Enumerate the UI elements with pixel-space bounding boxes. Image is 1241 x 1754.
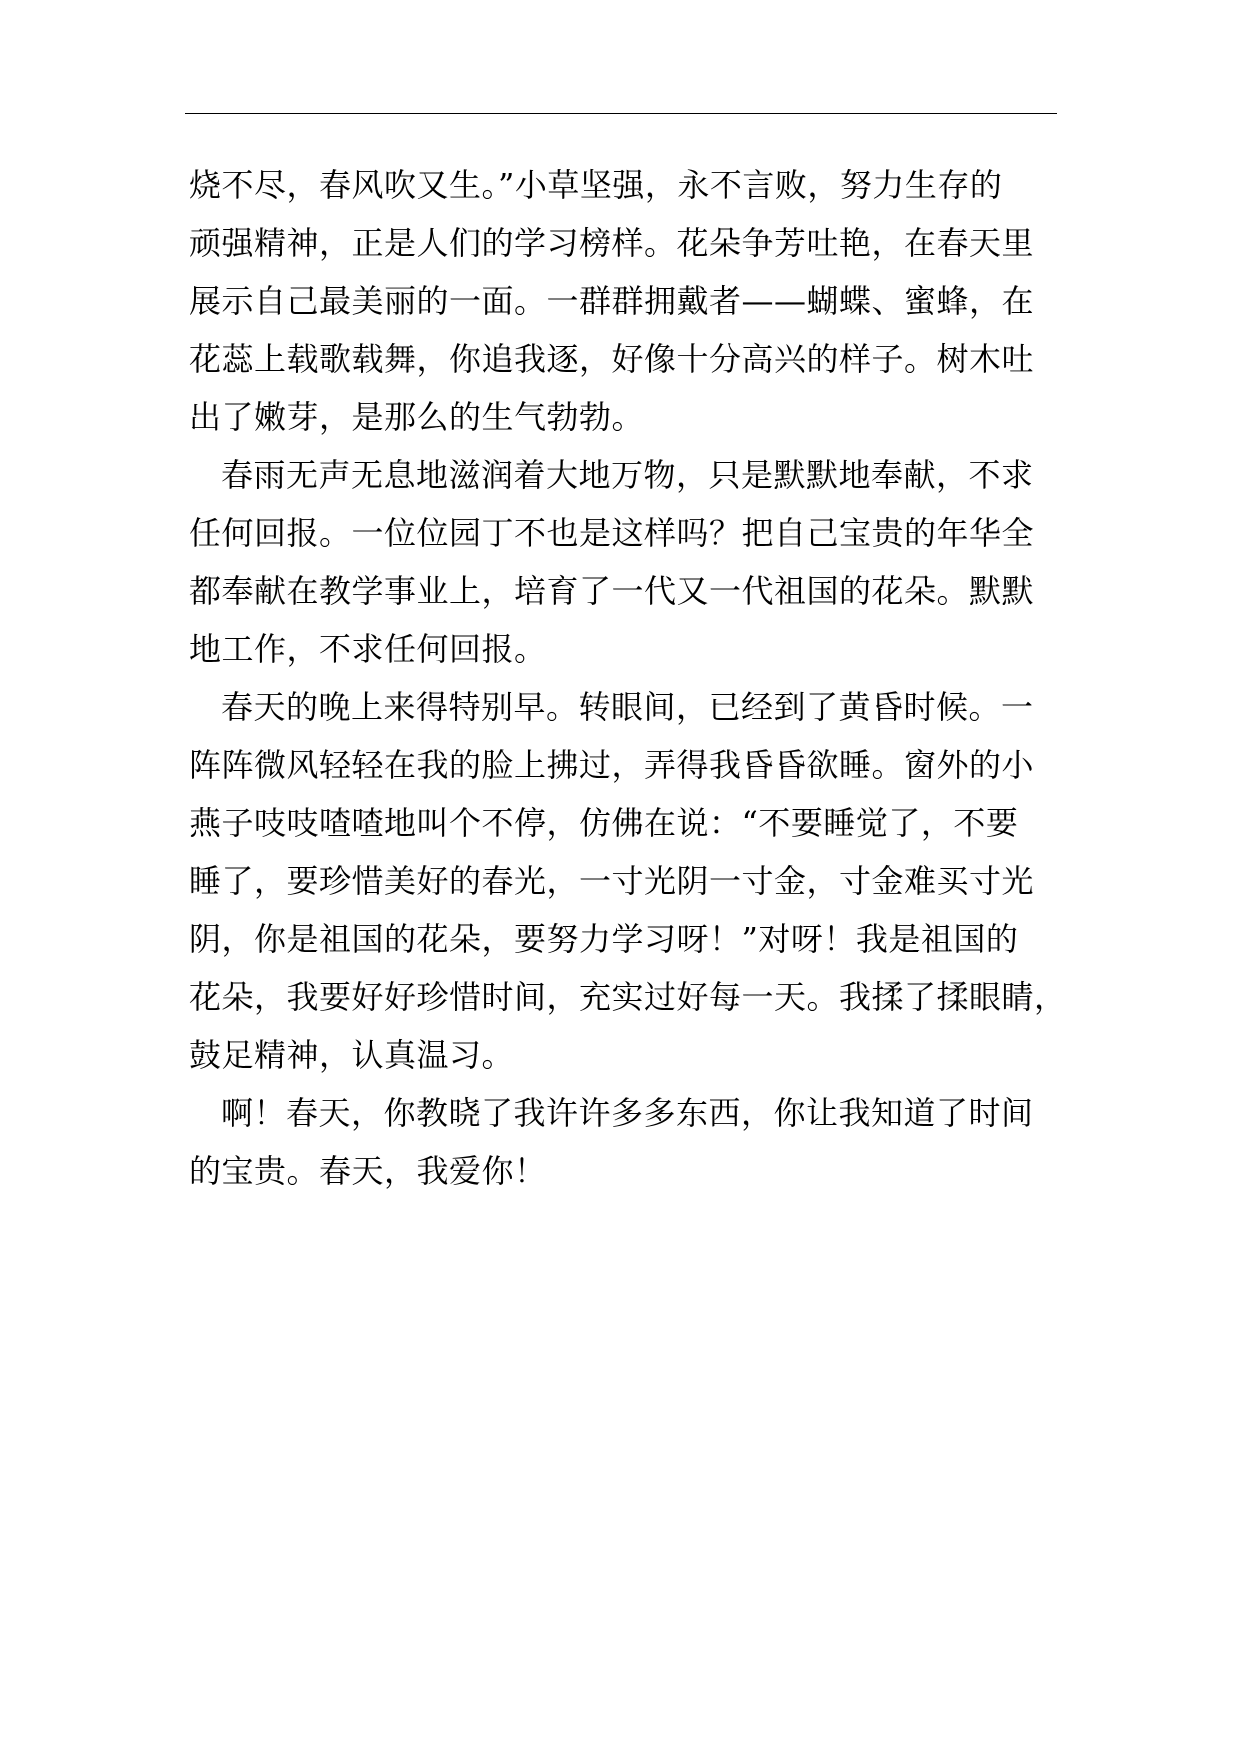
paragraph — [189, 156, 1057, 446]
text-line: 春雨无声无息地滋润着大地万物，只是默默地奉献，不求 — [221, 456, 1034, 494]
text-line: 花蕊上载歌载舞，你追我逐，好像十分高兴的样子。树木吐 — [189, 340, 1035, 378]
paragraph — [189, 1084, 1057, 1200]
paragraph — [189, 678, 1067, 1084]
text-line: 任何回报。一位位园丁不也是这样吗？把自己宝贵的年华全 — [189, 514, 1035, 552]
text-line: 的宝贵。春天，我爱你！ — [189, 1152, 547, 1190]
text-line: 燕子吱吱喳喳地叫个不停，仿佛在说：“不要睡觉了，不要 — [189, 804, 1019, 842]
text-line: 阵阵微风轻轻在我的脸上拂过，弄得我昏昏欲睡。窗外的小 — [189, 746, 1035, 784]
text-line: 啊！春天，你教晓了我许许多多东西，你让我知道了时间 — [221, 1094, 1034, 1132]
text-line: 都奉献在教学事业上，培育了一代又一代祖国的花朵。默默 — [189, 572, 1035, 610]
text-line: 出了嫩芽，是那么的生气勃勃。 — [189, 398, 645, 436]
text-line: 鼓足精神，认真温习。 — [189, 1036, 515, 1074]
text-line: 睡了，要珍惜美好的春光，一寸光阴一寸金，寸金难买寸光 — [189, 862, 1035, 900]
text-line: 地工作，不求任何回报。 — [189, 630, 547, 668]
text-line: 花朵，我要好好珍惜时间，充实过好每一天。我揉了揉眼睛， — [189, 978, 1067, 1016]
text-line: 顽强精神，正是人们的学习榜样。花朵争芳吐艳，在春天里 — [189, 224, 1035, 262]
text-line: 春天的晚上来得特别早。转眼间，已经到了黄昏时候。一 — [221, 688, 1034, 726]
text-line: 阴，你是祖国的花朵，要努力学习呀！”对呀！我是祖国的 — [189, 920, 1019, 958]
document-body — [189, 156, 1067, 1200]
text-line: 烧不尽，春风吹又生。”小草坚强，永不言败，努力生存的 — [189, 166, 1003, 204]
text-line: 展示自己最美丽的一面。一群群拥戴者——蝴蝶、蜜蜂，在 — [189, 282, 1035, 320]
header-rule — [185, 113, 1057, 114]
paragraph — [189, 446, 1057, 678]
